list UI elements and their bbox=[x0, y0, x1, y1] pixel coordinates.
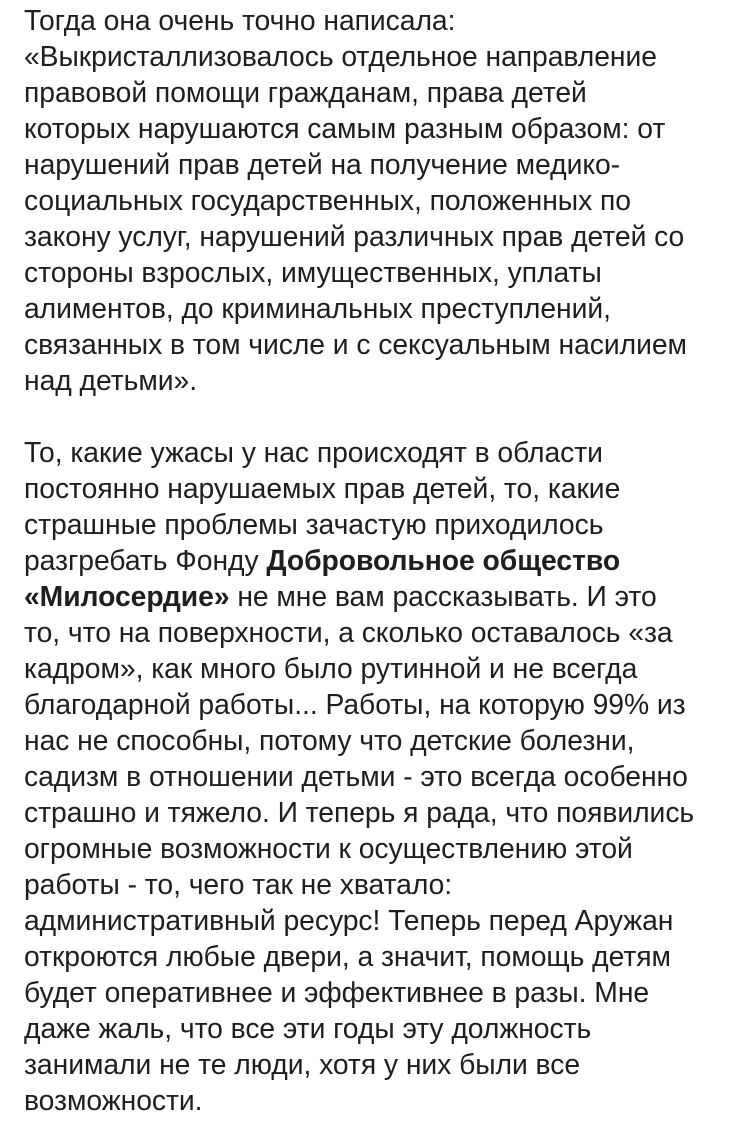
text-line: то, что на поверхности, а сколько оставалось «за bbox=[24, 616, 673, 648]
text-line: будет оперативнее и эффективнее в разы. Мне bbox=[24, 976, 650, 1008]
text-line: работы - то, чего так не хватало: bbox=[24, 868, 453, 900]
paragraph-quote bbox=[24, 2, 736, 398]
text-line: страшно и тяжело. И теперь я рада, что появились bbox=[24, 796, 695, 828]
text-line: «Выкристаллизовалось отдельное направление bbox=[24, 40, 657, 72]
foundation-name: Добровольное общество bbox=[266, 544, 621, 576]
text-line: страшные проблемы зачастую приходилось bbox=[24, 508, 604, 540]
text-line: стороны взрослых, имущественных, уплаты bbox=[24, 256, 602, 288]
text-line: нарушений прав детей на получение медико- bbox=[24, 148, 621, 180]
text-line: благодарной работы... Работы, на которую 99% из bbox=[24, 688, 686, 720]
text-line: административный ресурс! Теперь перед Аружан bbox=[24, 904, 674, 936]
text-line: алиментов, до криминальных преступлений, bbox=[24, 292, 611, 324]
text-line: социальных государственных, положенных по bbox=[24, 184, 631, 216]
paragraph-body bbox=[24, 434, 736, 1118]
text-line: занимали не те люди, хотя у них были все bbox=[24, 1048, 581, 1080]
text-line: связанных в том числе и с сексуальным насилием bbox=[24, 328, 687, 360]
text-line: даже жаль, что все эти годы эту должность bbox=[24, 1012, 592, 1044]
text-segment: не мне вам рассказывать. И это bbox=[229, 580, 657, 612]
text-line: нас не способны, потому что детские болезни, bbox=[24, 724, 635, 756]
text-line: садизм в отношении детьми - это всегда особенно bbox=[24, 760, 688, 792]
text-line: над детьми». bbox=[24, 364, 198, 396]
paragraph-break bbox=[24, 398, 736, 434]
text-line: откроются любые двери, а значит, помощь детям bbox=[24, 940, 671, 972]
text-line: кадром», как много было рутинной и не всегда bbox=[24, 652, 638, 684]
text-line: правовой помощи гражданам, права детей bbox=[24, 76, 587, 108]
text-line: возможности. bbox=[24, 1084, 203, 1116]
text-line: огромные возможности к осуществлению этой bbox=[24, 832, 633, 864]
text-line: закону услуг, нарушений различных прав детей со bbox=[24, 220, 685, 252]
text-line: которых нарушаются самым разным образом: от bbox=[24, 112, 666, 144]
foundation-name: «Милосердие» bbox=[24, 580, 230, 612]
text-segment: разгребать Фонду bbox=[24, 544, 267, 576]
post-text bbox=[24, 2, 736, 1118]
text-line: То, какие ужасы у нас происходят в области bbox=[24, 436, 603, 468]
text-line bbox=[24, 578, 736, 614]
text-line: постоянно нарушаемых прав детей, то, какие bbox=[24, 472, 621, 504]
text-line bbox=[24, 542, 736, 578]
text-line: Тогда она очень точно написала: bbox=[24, 4, 456, 36]
